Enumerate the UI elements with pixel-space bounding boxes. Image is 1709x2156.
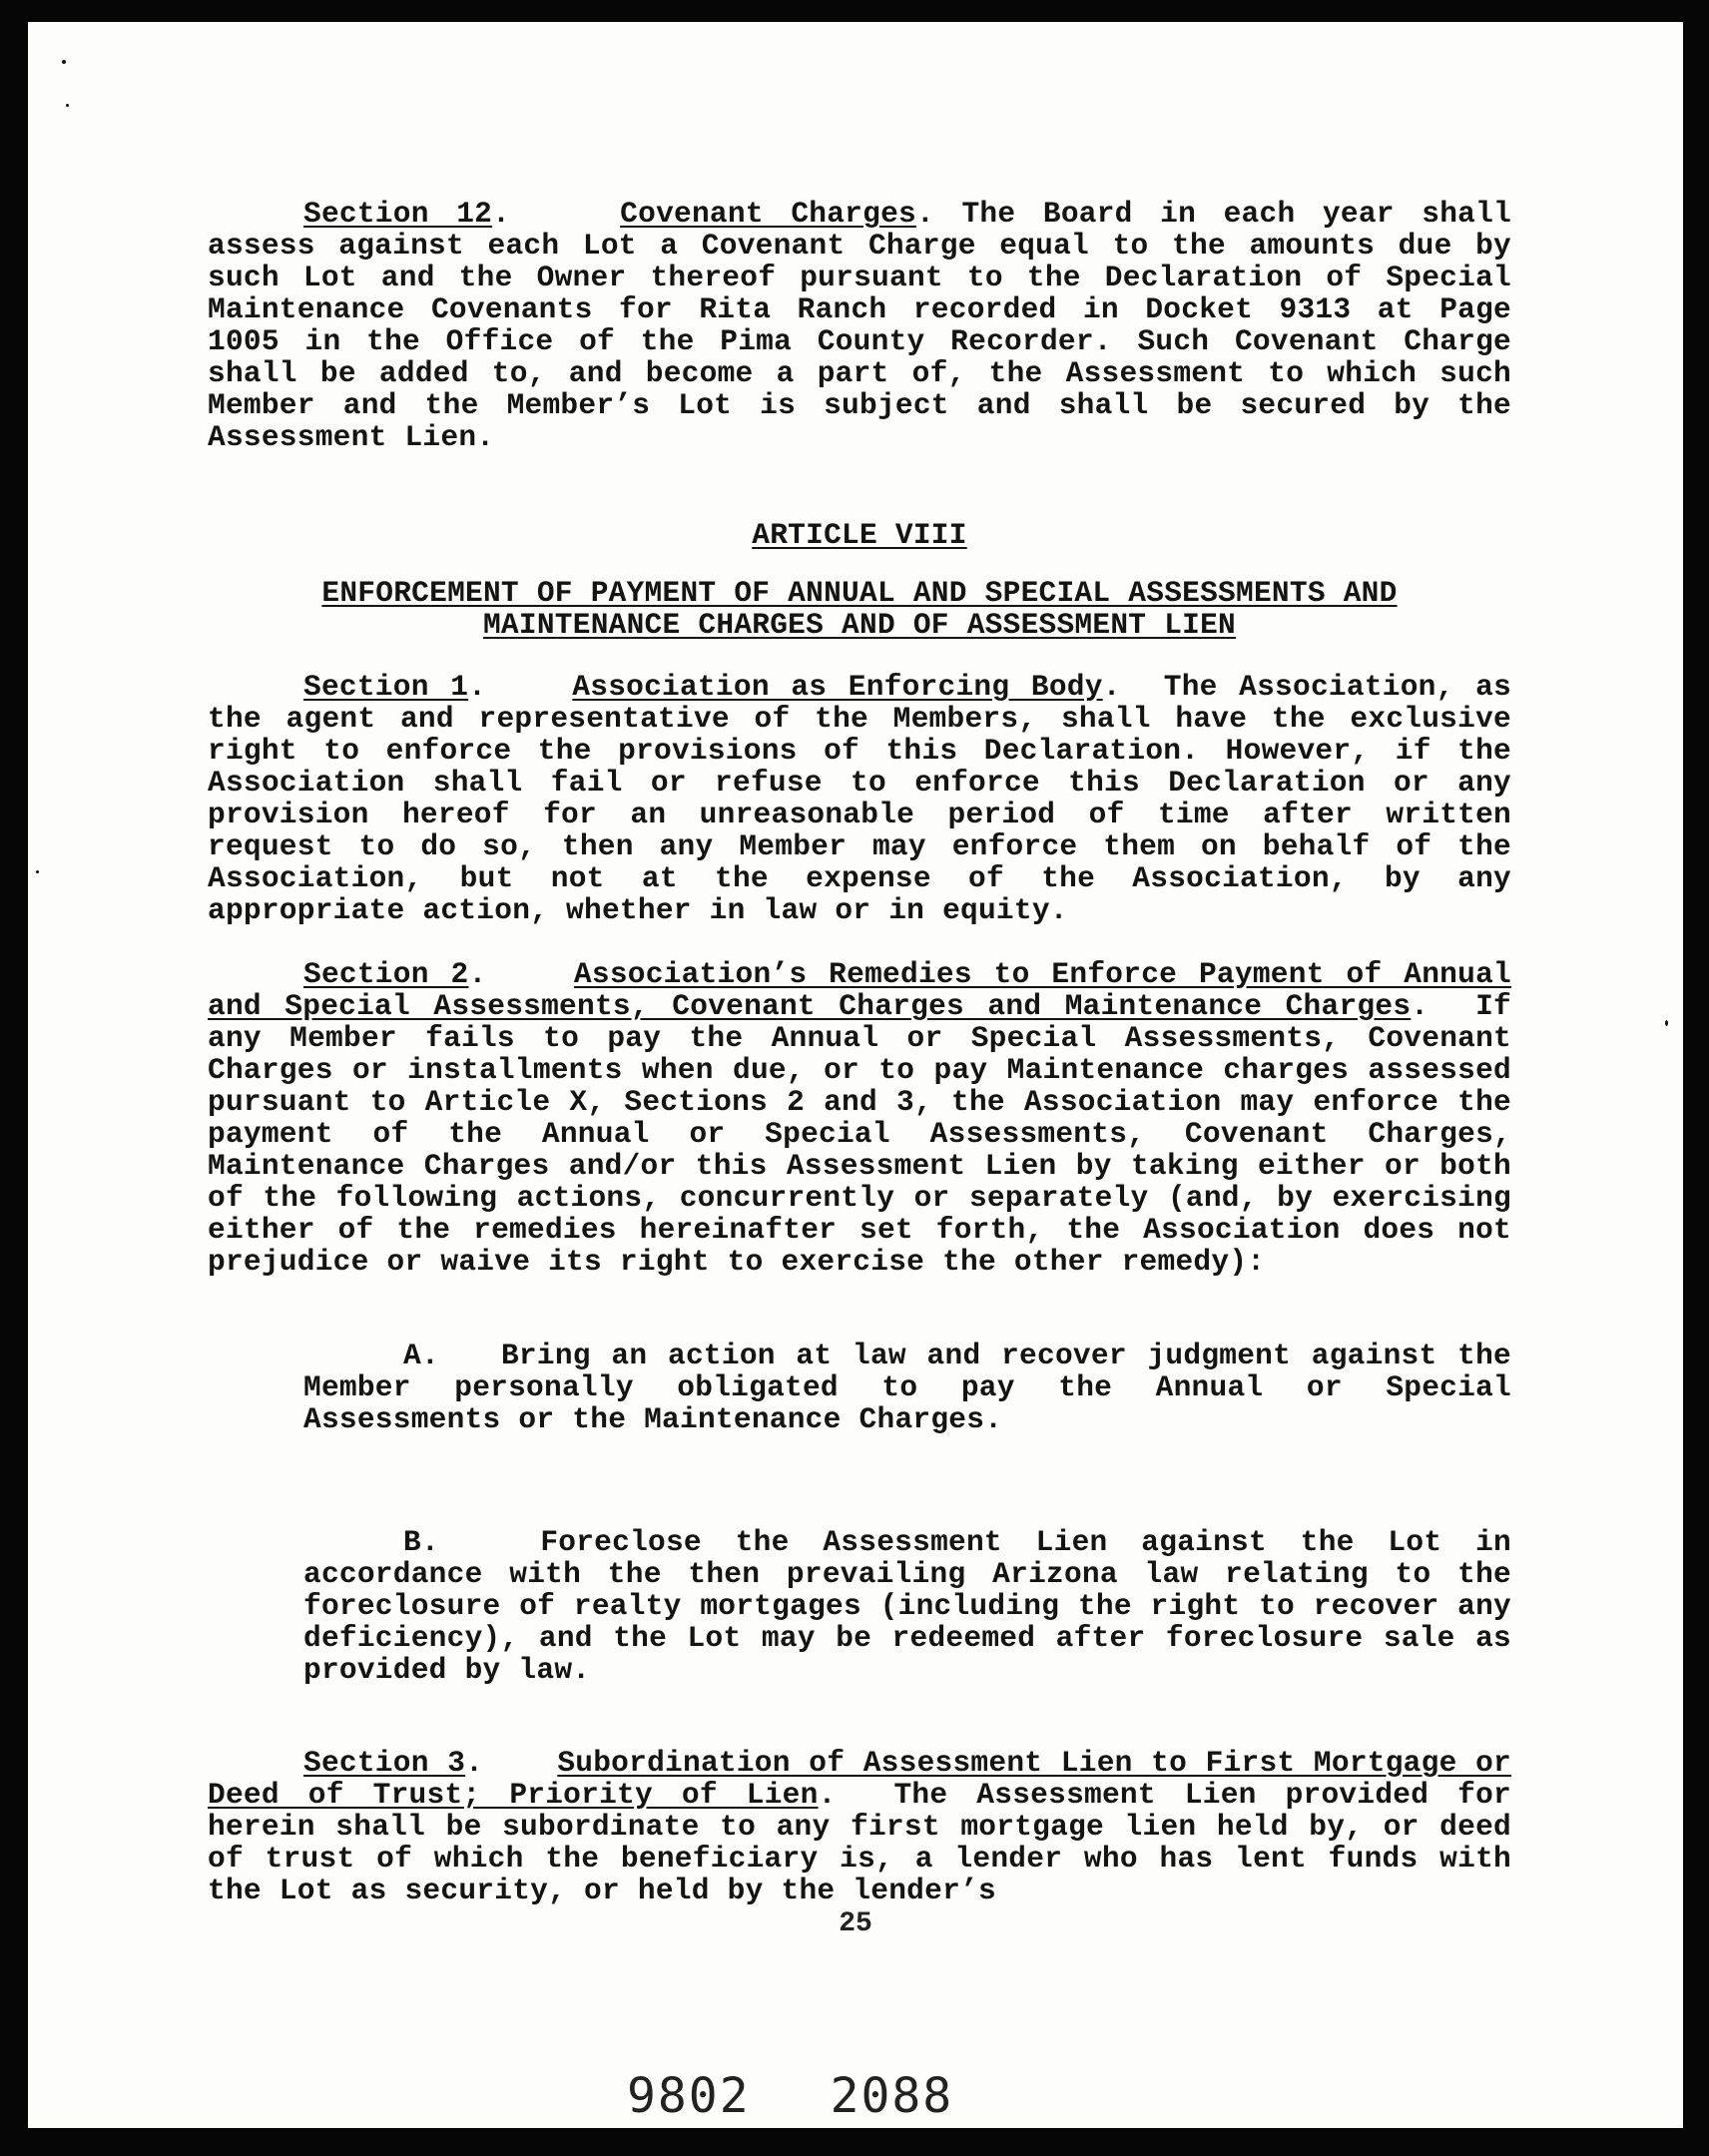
section-3-body: The Assessment Lien provided for herein shall be subordinate to any first mortgage lien held by, or deed of trust of which the beneficiary is, a lender who has lent funds with the Lot as security, or held by the lender’s [208,1778,1512,1907]
section-3-label: Section 3 [303,1746,466,1780]
item-b-text: Foreclose the Assessment Lien against the Lot in accordance with the then prevailing Arizona law relating to the foreclosure of realty mortgages (including the right to recover any deficiency), and the Lot may be redeemed after foreclosure sale as provided by law. [303,1524,1511,1687]
docket-number: 9802 [627,2068,751,2124]
section-1-label: Section 1 [303,670,469,704]
section-2-item-b [303,1526,1511,1686]
scan-speck [62,60,66,64]
section-12-label: Section 12 [303,197,493,231]
article-title-line-2: MAINTENANCE CHARGES AND OF ASSESSMENT LIEN [482,608,1237,642]
page-number: 25 [839,1908,872,1939]
scan-speck [66,104,69,107]
section-2-item-a [303,1340,1511,1435]
section-3-paragraph: Section 3. Subordination of Assessment Lien to First Mortgage or Deed of Trust; Priority of Lien. The Assessment Lien provided for herein shall be subordinate to any first mortgage lien held by, or deed of trust of which the beneficiary is, a lender who has lent funds with the Lot as security, or held by the lender’s [208,1746,1512,1907]
section-1-body: The Association, as the agent and representative of the Members, shall have the exclusive right to enforce the provisions of this Declaration. However, if the Association shall fail or refuse to enforce this Declaration or any provision hereof for an unreasonable period of time after written request to do so, then any Member may enforce them on behalf of the Association, but not at the expense of the Association, by any appropriate action, whether in law or in equity. [208,670,1512,927]
section-12-paragraph: Section 12. Covenant Charges. The Board in each year shall assess against each Lot a Covenant Charge equal to the amounts due by such Lot and the Owner thereof pursuant to the Declaration of Special Maintenance Covenants for Rita Ranch recorded in Docket 9313 at Page 1005 in the Office of the Pima County Recorder. Such Covenant Charge shall be added to, and become a part of, the Assessment to which such Member and the Member’s Lot is subject and shall be secured by the Assessment Lien. [208,197,1512,454]
article-title-line-1: ENFORCEMENT OF PAYMENT OF ANNUAL AND SPECIAL ASSESSMENTS AND [321,576,1398,610]
docket-stamp [627,2068,953,2124]
section-1-paragraph: Section 1. Association as Enforcing Body. The Association, as the agent and representative of the Members, shall have the exclusive right to enforce the provisions of this Declaration. However, if the Association shall fail or refuse to enforce this Declaration or any provision hereof for an unreasonable period of time after written request to do so, then any Member may enforce them on behalf of the Association, but not at the expense of the Association, by any appropriate action, whether in law or in equity. [208,670,1512,927]
scan-speck [1665,1020,1668,1026]
section-12-title: Covenant Charges [620,197,916,231]
section-2-label: Section 2 [303,957,469,991]
document-page [28,22,1683,2128]
article-number: ARTICLE VIII [752,518,967,552]
section-12-body: The Board in each year shall assess against each Lot a Covenant Charge equal to the amounts due by such Lot and the Owner thereof pursuant to the Declaration of Special Maintenance Covenants for Rita Ranch recorded in Docket 9313 at Page 1005 in the Office of the Pima County Recorder. Such Covenant Charge shall be added to, and become a part of, the Assessment to which such Member and the Member’s Lot is subject and shall be secured by the Assessment Lien. [208,197,1512,454]
section-2-paragraph: Section 2. Association’s Remedies to Enforce Payment of Annual and Special Assessments, Covenant Charges and Maintenance Charges. If any Member fails to pay the Annual or Special Assessments, Covenant Charges or installments when due, or to pay Maintenance charges assessed pursuant to Article X, Sections 2 and 3, the Association may enforce the payment of the Annual or Special Assessments, Covenant Charges, Maintenance Charges and/or this Assessment Lien by taking either or both of the following actions, concurrently or separately (and, by exercising either of the remedies hereinafter set forth, the Association does not prejudice or waive its right to exercise the other remedy): [208,957,1512,1279]
docket-page: 2088 [830,2068,954,2124]
scan-speck [36,870,39,873]
article-title [208,577,1511,641]
section-3-title: Subordination of Assessment Lien to First Mortgage or Deed of Trust; Priority of Lien [208,1746,1511,1812]
section-2-body: If any Member fails to pay the Annual or Special Assessments, Covenant Charges or installments when due, or to pay Maintenance charges assessed pursuant to Article X, Sections 2 and 3, the Association may enforce the payment of the Annual or Special Assessments, Covenant Charges, Maintenance Charges and/or this Assessment Lien by taking either or both of the following actions, concurrently or separately (and, by exercising either of the remedies hereinafter set forth, the Association does not prejudice or waive its right to exercise the other remedy): [208,989,1512,1279]
item-a-marker: A. [403,1338,439,1372]
item-b-marker: B. [403,1524,439,1559]
section-1-title: Association as Enforcing Body [572,670,1103,704]
item-a-text: Bring an action at law and recover judgment against the Member personally obligated to pay the Annual or Special Assessments or the Maintenance Charges. [303,1338,1511,1436]
section-2-title: Association’s Remedies to Enforce Payment of Annual and Special Assessments, Covenant Charges and Maintenance Charges [208,957,1511,1023]
document-body [208,198,1511,1906]
